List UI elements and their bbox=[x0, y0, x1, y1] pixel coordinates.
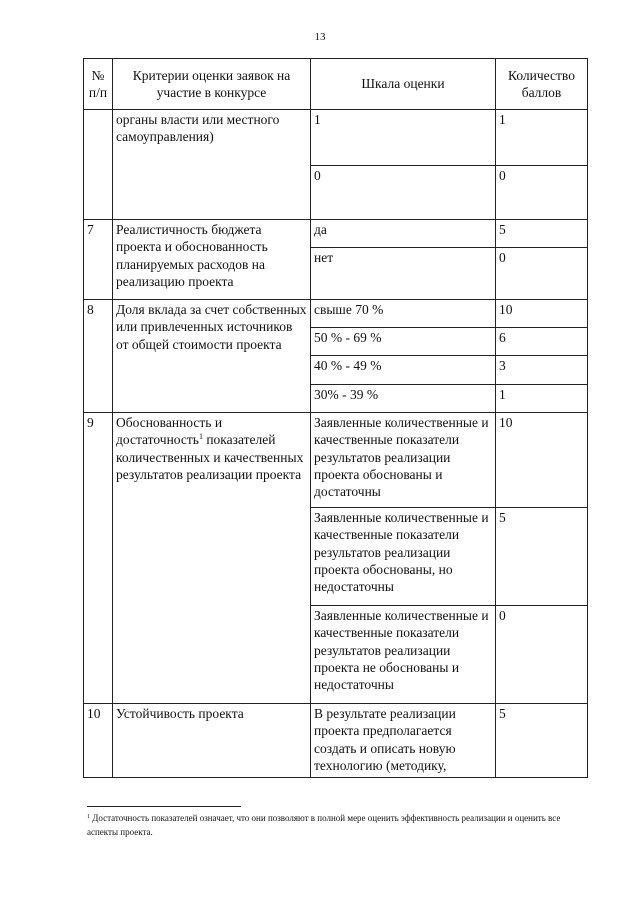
scale-points: 1 bbox=[496, 110, 588, 166]
footnote bbox=[87, 812, 593, 840]
row-criteria: Доля вклада за счет собственных или привлеченных источников от общей стоимости проекта bbox=[113, 300, 311, 413]
scale-option: Заявленные количественные и качественные показатели результатов реализации проекта не обоснованы и недостаточны bbox=[311, 606, 496, 704]
criteria-text: показателей количественных и качественных результатов реализации проекта bbox=[116, 432, 304, 482]
criteria-text: Обоснованность и достаточность bbox=[116, 415, 223, 448]
scale-points: 0 bbox=[496, 248, 588, 300]
table-header-row bbox=[84, 59, 588, 110]
scale-points: 6 bbox=[496, 328, 588, 356]
row-criteria: органы власти или местного самоуправления) bbox=[113, 110, 311, 220]
scale-points: 5 bbox=[496, 704, 588, 778]
scale-points: 10 bbox=[496, 300, 588, 328]
footnote-text: Достаточность показателей означает, что они позволяют в полной мере оценить эффективность реализации и оценить все аспекты проекта. bbox=[87, 813, 561, 837]
table-row bbox=[84, 110, 588, 166]
row-criteria bbox=[113, 413, 311, 704]
header-criteria: Критерии оценки заявок на участие в конкурсе bbox=[113, 59, 311, 110]
page-number: 13 bbox=[314, 31, 326, 43]
row-num: 9 bbox=[84, 413, 113, 704]
row-criteria: Устойчивость проекта bbox=[113, 704, 311, 778]
scale-option: Заявленные количественные и качественные показатели результатов реализации проекта обоснованы и достаточны bbox=[311, 413, 496, 508]
evaluation-criteria-table bbox=[83, 58, 588, 778]
table-row bbox=[84, 300, 588, 328]
footnote-ref: 1 bbox=[198, 432, 203, 442]
scale-option: да bbox=[311, 220, 496, 248]
row-criteria: Реалистичность бюджета проекта и обоснованность планируемых расходов на реализацию проекта bbox=[113, 220, 311, 300]
scale-option: В результате реализации проекта предполагается создать и описать новую технологию (методику, bbox=[311, 704, 496, 778]
scale-option: 0 bbox=[311, 166, 496, 220]
scale-points: 0 bbox=[496, 606, 588, 704]
scale-points: 0 bbox=[496, 166, 588, 220]
scale-option: 40 % - 49 % bbox=[311, 356, 496, 385]
row-num: 8 bbox=[84, 300, 113, 413]
row-num bbox=[84, 110, 113, 220]
table-row bbox=[84, 413, 588, 508]
scale-points: 3 bbox=[496, 356, 588, 385]
row-num: 7 bbox=[84, 220, 113, 300]
scale-option: нет bbox=[311, 248, 496, 300]
scale-points: 1 bbox=[496, 385, 588, 413]
scale-option: свыше 70 % bbox=[311, 300, 496, 328]
scale-points: 5 bbox=[496, 508, 588, 606]
scale-option: Заявленные количественные и качественные показатели результатов реализации проекта обоснованы, но недостаточны bbox=[311, 508, 496, 606]
scale-option: 30% - 39 % bbox=[311, 385, 496, 413]
table-row bbox=[84, 220, 588, 248]
footnote-marker: 1 bbox=[87, 814, 90, 820]
scale-option: 1 bbox=[311, 110, 496, 166]
header-points: Количество баллов bbox=[496, 59, 588, 110]
scale-points: 10 bbox=[496, 413, 588, 508]
header-scale: Шкала оценки bbox=[311, 59, 496, 110]
header-num: № п/п bbox=[84, 59, 113, 110]
table-row bbox=[84, 704, 588, 778]
scale-option: 50 % - 69 % bbox=[311, 328, 496, 356]
scale-points: 5 bbox=[496, 220, 588, 248]
footnote-divider bbox=[87, 806, 241, 807]
row-num: 10 bbox=[84, 704, 113, 778]
